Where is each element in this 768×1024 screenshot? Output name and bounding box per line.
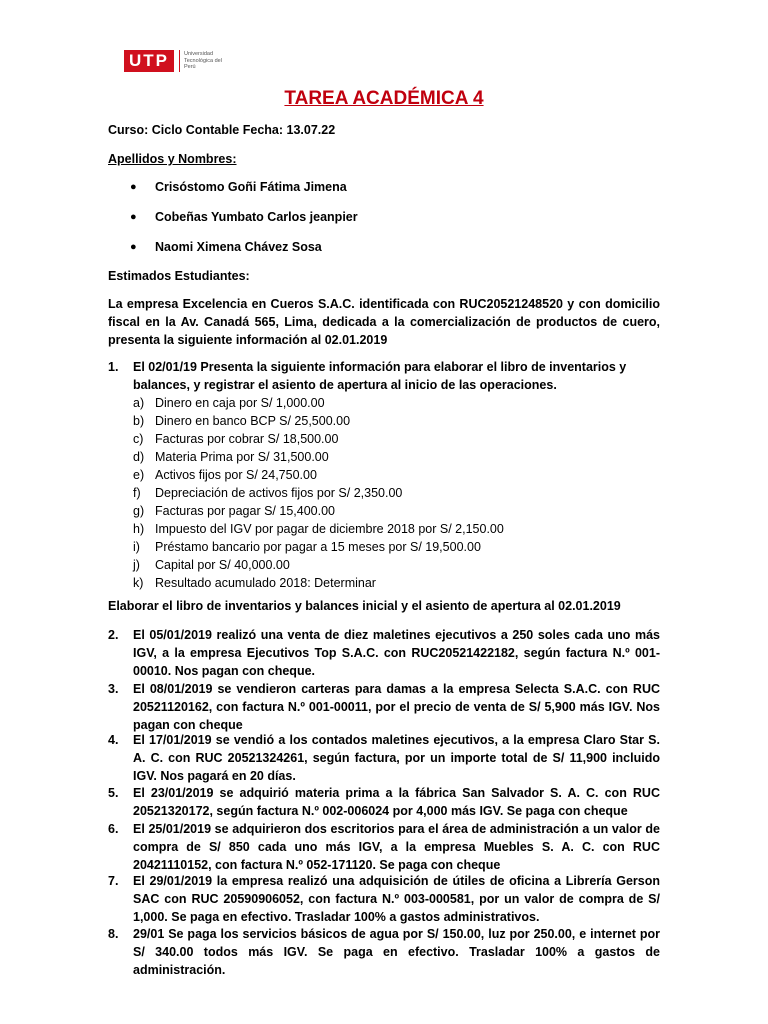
item-number: 8.	[108, 927, 119, 941]
university-logo	[124, 50, 230, 72]
item-number: 1.	[108, 360, 119, 374]
item-number: 2.	[108, 628, 119, 642]
bullet-icon: ●	[130, 211, 137, 223]
item-text: El 29/01/2019 la empresa realizó una adquisición de útiles de oficina a Librería Gerson SAC con RUC 20590906052, con factura N.º 003-000581, por un valor de compra de S/ 1,000. Se paga en efectivo. Trasladar 100% a gastos administrativos.	[133, 874, 660, 924]
logo-divider	[179, 50, 180, 72]
item-text: El 02/01/19 Presenta la siguiente información para elaborar el libro de inventarios y balances, y registrar el asiento de apertura al inicio de las operaciones.	[133, 360, 627, 392]
item-number: 6.	[108, 822, 119, 836]
item-text: El 25/01/2019 se adquirieron dos escritorios para el área de administración a un valor de compra de S/ 850 cada uno más IGV, a la empresa Muebles S. A. C. con RUC 20421110152, con factura N.º 052-171120. Se paga con cheque	[133, 822, 660, 872]
instruction: Elaborar el libro de inventarios y balances inicial y el asiento de apertura al 02.01.2019	[108, 599, 621, 613]
logo-text: Universidad Tecnológica del Perú	[184, 51, 222, 71]
logo-mark: UTP	[124, 50, 174, 72]
item-text: 29/01 Se paga los servicios básicos de agua por S/ 150.00, luz por 250.00, e internet por S/ 340.00 todos más IGV. Se paga en efectivo. Trasladar 100% a gastos de administración.	[133, 927, 660, 977]
item-number: 5.	[108, 786, 119, 800]
item-text: El 23/01/2019 se adquirió materia prima a la fábrica San Salvador S. A. C. con RUC 20521320172, según factura N.º 002-006024 por 4,000 más IGV. Se paga con cheque	[133, 786, 660, 818]
names-label: Apellidos y Nombres:	[108, 152, 237, 166]
item-number: 7.	[108, 874, 119, 888]
bullet-icon: ●	[130, 181, 137, 193]
item-text: El 08/01/2019 se vendieron carteras para damas a la empresa Selecta S.A.C. con RUC 20521120162, con factura N.º 001-00011, por el precio de venta de S/ 5,900 más IGV. Nos pagan con cheque	[133, 682, 660, 732]
item-text: El 17/01/2019 se vendió a los contados maletines ejecutivos, a la empresa Claro Star S. A. C. con RUC 20521324261, según factura, por un importe total de S/ 11,900 incluido IGV. Nos pagará en 20 días.	[133, 733, 660, 783]
greeting: Estimados Estudiantes:	[108, 269, 250, 283]
intro-paragraph: La empresa Excelencia en Cueros S.A.C. identificada con RUC20521248520 y con domicilio fiscal en la Av. Canadá 565, Lima, dedicada a la comercialización de productos de cuero, presenta la siguiente información al 02.01.2019	[108, 297, 660, 347]
bullet-icon: ●	[130, 241, 137, 253]
item-text: El 05/01/2019 realizó una venta de diez maletines ejecutivos a 250 soles cada uno más IGV, a la empresa Ejecutivos Top S.A.C. con RUC20521422182, según factura N.º 001-00010. Nos pagan con cheque.	[133, 628, 660, 678]
item-number: 3.	[108, 682, 119, 696]
page-title: TAREA ACADÉMICA 4	[284, 88, 484, 109]
item-number: 4.	[108, 733, 119, 747]
course-line: Curso: Ciclo Contable Fecha: 13.07.22	[108, 123, 336, 137]
